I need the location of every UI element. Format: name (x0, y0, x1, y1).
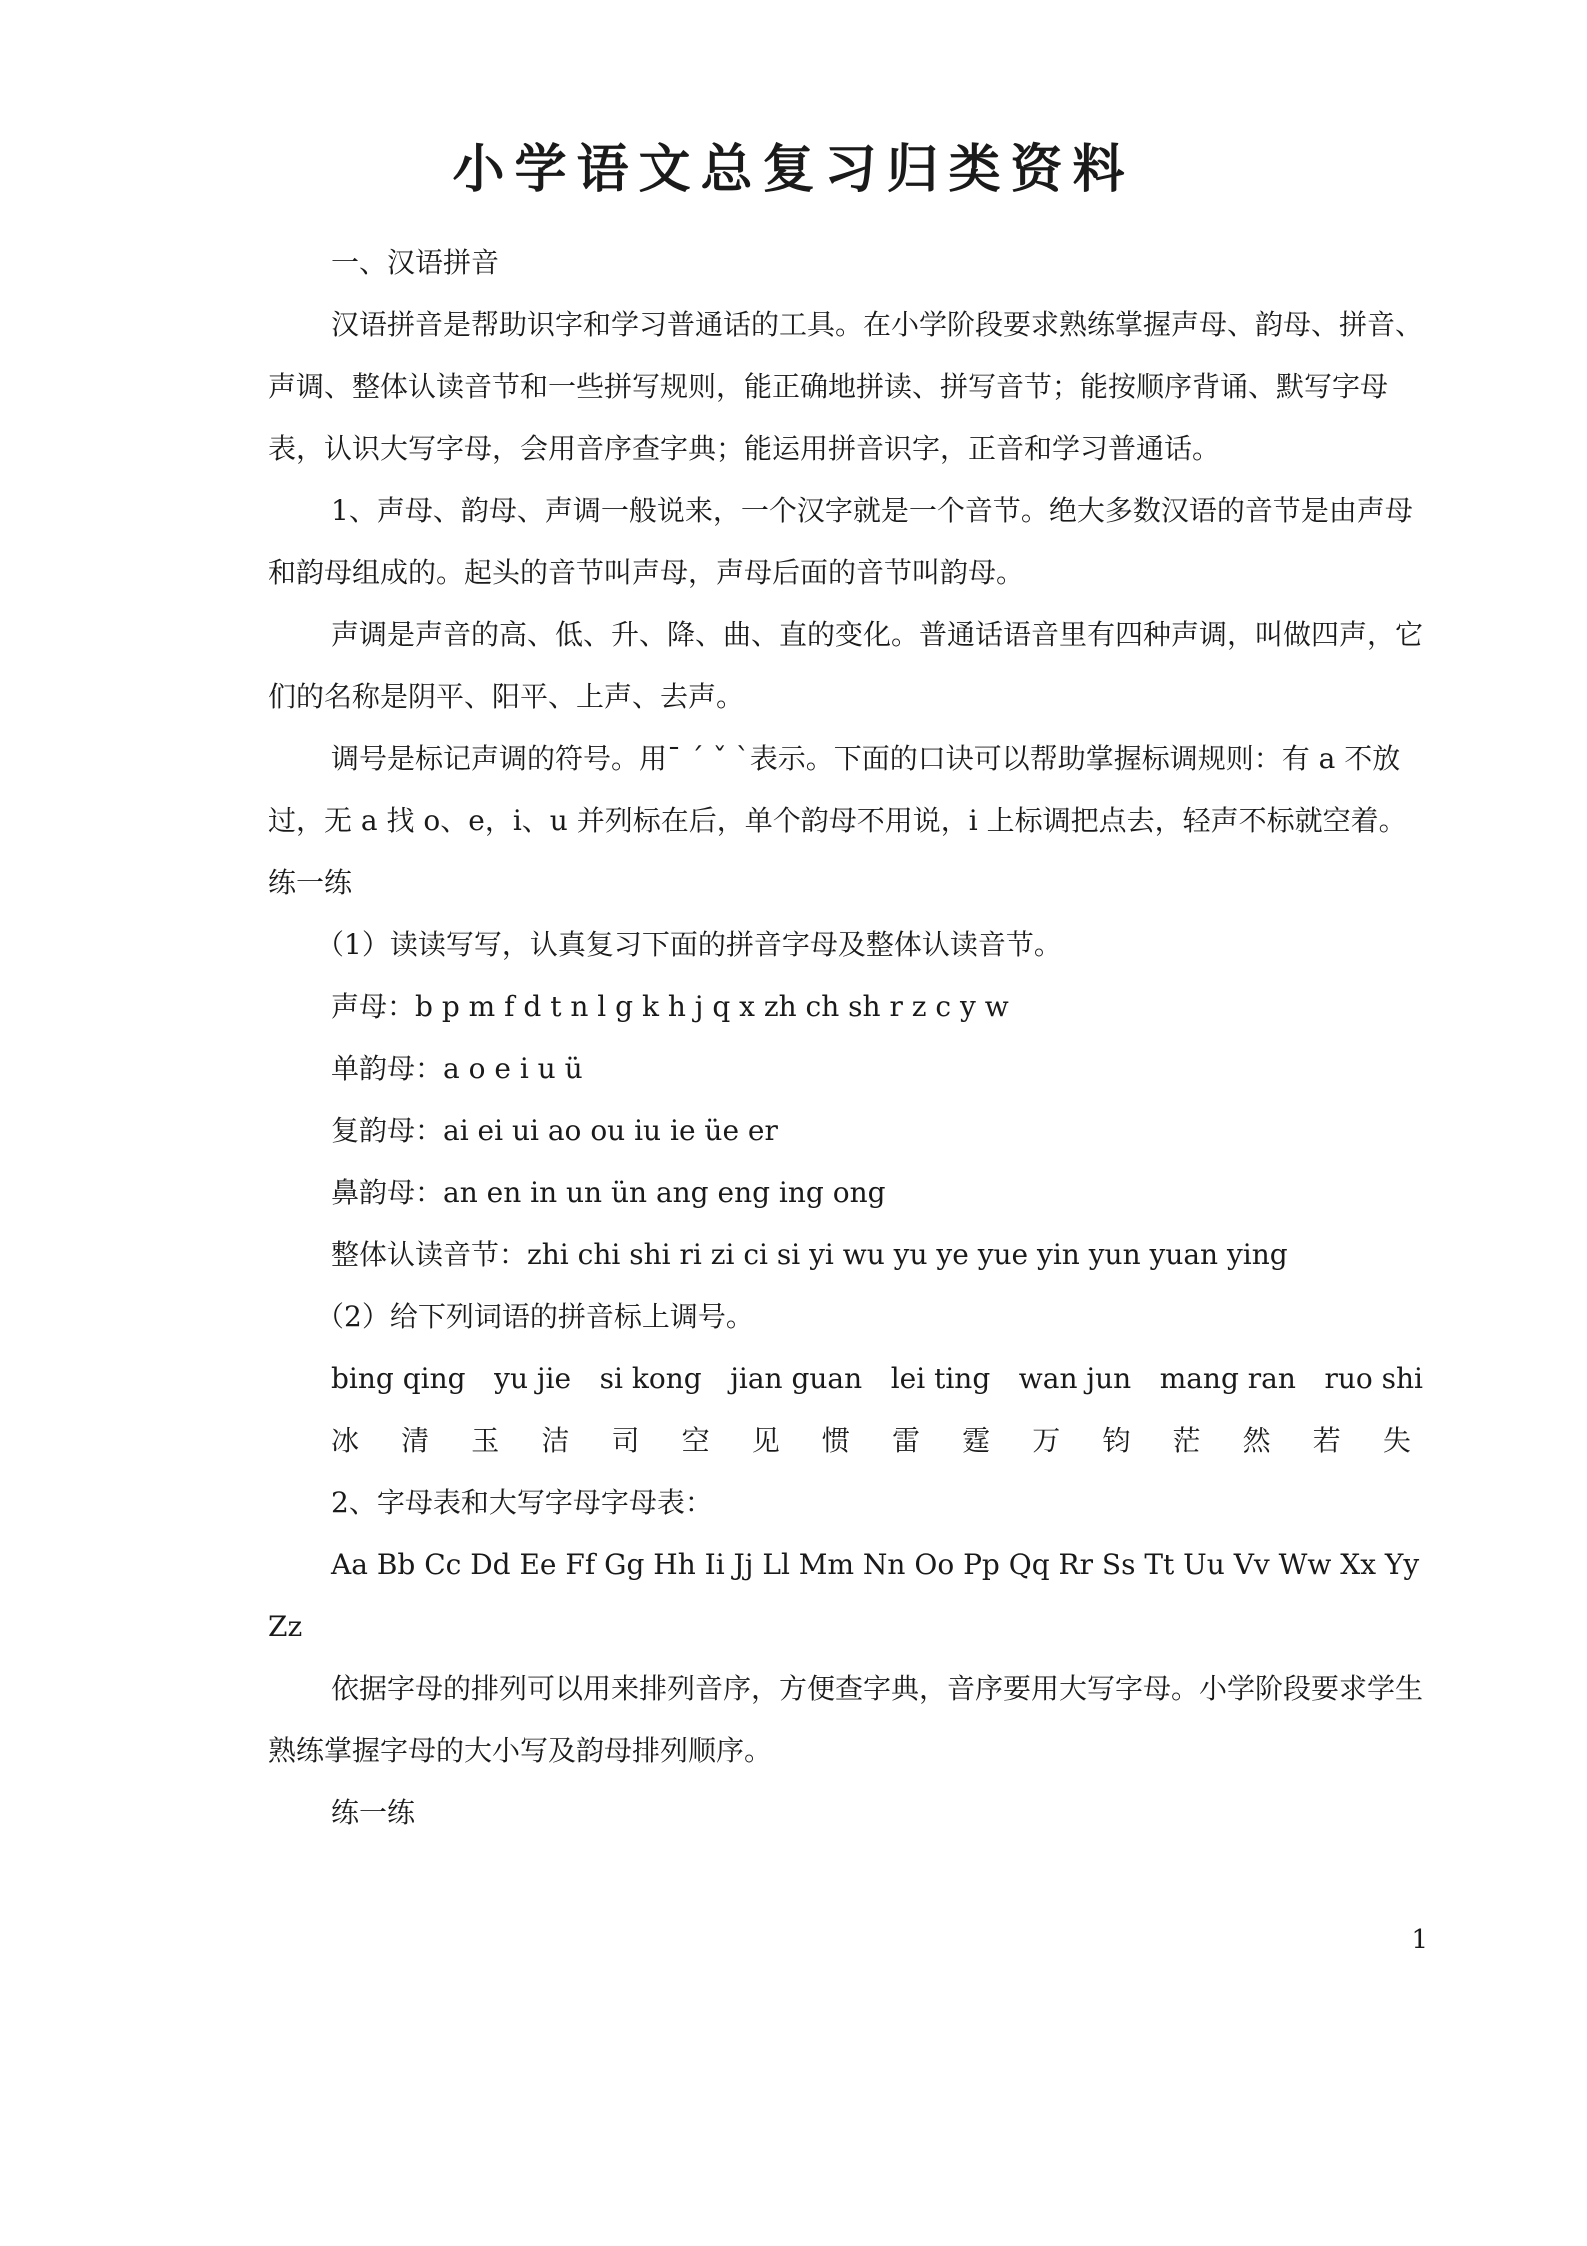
zhengti-line: 整体认读音节：zhi chi shi ri zi ci si yi wu yu ye yue yin yun yuan ying (331, 1238, 1288, 1271)
paragraph-tone-marks: 调号是标记声调的符号。用ˉ ˊ ˇ ˋ表示。下面的口诀可以帮助掌握标调规则：有 a 不放过，无 a 找 o、e，i、u 并列标在后，单个韵母不用说，i 上标调把点去，轻声不标就空着。练一练 (268, 742, 1407, 899)
danyunmu-line: 单韵母：a o e i u ü (331, 1052, 583, 1085)
pinyin-word: ruo shi (1324, 1362, 1423, 1395)
pinyin-word: si kong (599, 1362, 702, 1395)
pinyin-word: yu jie (494, 1362, 572, 1395)
paragraph-alphabet-usage: 依据字母的排列可以用来排列音序，方便查字典，音序要用大写字母。小学阶段要求学生熟练掌握字母的大小写及韵母排列顺序。 (268, 1672, 1424, 1767)
shengmu-line: 声母：b p m f d t n l g k h j q x zh ch sh r z c y w (331, 990, 1009, 1023)
hanzi-char: 见 (751, 1424, 780, 1457)
hanzi-char: 若 (1312, 1424, 1341, 1457)
paragraph-shengdiao: 声调是声音的高、低、升、降、曲、直的变化。普通话语音里有四种声调，叫做四声，它们的名称是阴平、阳平、上声、去声。 (268, 618, 1424, 713)
section-heading-pinyin: 一、汉语拼音 (331, 246, 500, 279)
hanzi-char: 钧 (1102, 1424, 1131, 1457)
page-number: 1 (1411, 1925, 1428, 1955)
hanzi-char: 司 (611, 1424, 640, 1457)
hanzi-char: 清 (401, 1424, 430, 1457)
hanzi-char: 然 (1242, 1424, 1271, 1457)
document-title: 小学语文总复习归类资料 (452, 139, 1135, 200)
fuyunmu-line: 复韵母：ai ei ui ao ou iu ie üe er (331, 1114, 778, 1147)
section-heading-alphabet: 2、字母表和大写字母字母表： (331, 1486, 713, 1519)
exercise-1-heading: （1）读读写写，认真复习下面的拼音字母及整体认读音节。 (316, 928, 1062, 961)
pinyin-word: jian guan (730, 1362, 863, 1395)
practice-label: 练一练 (331, 1796, 416, 1829)
hanzi-char: 万 (1032, 1424, 1061, 1457)
hanzi-char: 雷 (892, 1424, 921, 1457)
hanzi-char: 玉 (471, 1424, 500, 1457)
hanzi-char: 洁 (541, 1424, 570, 1457)
exercise-2-heading: （2）给下列词语的拼音标上调号。 (316, 1300, 754, 1333)
alphabet-line: Aa Bb Cc Dd Ee Ff Gg Hh Ii Jj Ll Mm Nn Oo Pp Qq Rr Ss Tt Uu Vv Ww Xx Yy Zz (268, 1548, 1420, 1643)
hanzi-char: 空 (681, 1424, 710, 1457)
hanzi-row (268, 1410, 1423, 1472)
hanzi-char: 失 (1382, 1424, 1411, 1457)
hanzi-char: 冰 (331, 1424, 360, 1457)
hanzi-char: 茫 (1172, 1424, 1201, 1457)
pinyin-words-row (268, 1348, 1423, 1410)
pinyin-word: wan jun (1018, 1362, 1132, 1395)
paragraph-shengmu-yunmu: 1、声母、韵母、声调一般说来，一个汉字就是一个音节。绝大多数汉语的音节是由声母和韵母组成的。起头的音节叫声母，声母后面的音节叫韵母。 (268, 494, 1413, 589)
hanzi-char: 霆 (962, 1424, 991, 1457)
pinyin-word: bing qing (331, 1362, 466, 1395)
document-body (268, 232, 1423, 1844)
hanzi-char: 惯 (821, 1424, 850, 1457)
biyunmu-line: 鼻韵母：an en in un ün ang eng ing ong (331, 1176, 886, 1209)
pinyin-word: mang ran (1159, 1362, 1296, 1395)
pinyin-word: lei ting (890, 1362, 991, 1395)
paragraph-intro: 汉语拼音是帮助识字和学习普通话的工具。在小学阶段要求熟练掌握声母、韵母、拼音、声调、整体认读音节和一些拼写规则，能正确地拼读、拼写音节；能按顺序背诵、默写字母表，认识大写字母，会用音序查字典；能运用拼音识字，正音和学习普通话。 (268, 308, 1424, 465)
